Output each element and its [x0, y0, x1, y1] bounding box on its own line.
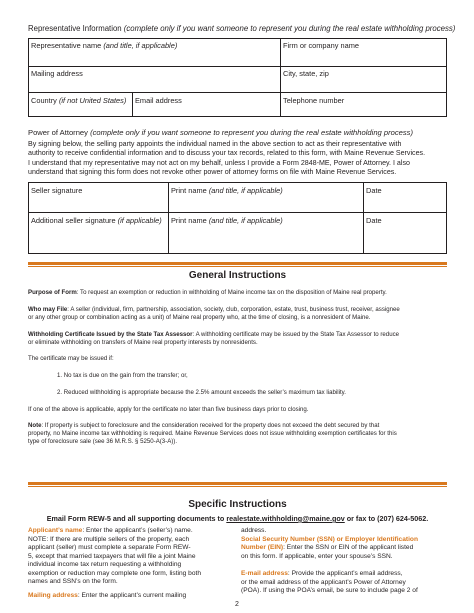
email-address-field[interactable]: Email address — [135, 96, 182, 105]
section-divider-2 — [28, 482, 447, 485]
section-divider — [28, 262, 447, 265]
withholding-certificate: Withholding Certificate Issued by the State Tax Assessor: A withholding certificate may be issued by the State Tax Assessor to reduce or eliminate withholding on transfers of Maine real property interests by nonresidents. — [28, 331, 400, 347]
email-instructions: Email Form REW-5 and all supporting documents to realestate.withholding@maine.gov or fax to (207) 624-5062. — [46, 514, 429, 523]
ssn-ein-instruction: address. Social Security Number (SSN) or Employer Identification Number (EIN): Enter the SSN or EIN of the applicant listed on this form. If applicable, enter your spouse’s SSN. — [241, 527, 418, 560]
firm-name-field[interactable]: Firm or company name — [283, 41, 359, 50]
print-name-field[interactable]: Print name (and title, if applicable) — [171, 186, 283, 195]
mailing-address-instruction: Mailing address: Enter the applicant’s current mailing — [28, 592, 187, 599]
seller-signature-field[interactable]: Seller signature — [31, 186, 83, 195]
country-field[interactable]: Country (if not United States) — [31, 96, 127, 105]
section-divider-2-thin — [28, 486, 447, 487]
who-may-file: Who may File: A seller (individual, firm, partnership, association, society, club, corporation, estate, trust, business trust, receiver, assignee or any other group or combination acting as a unit) of Maine real property who, at the time of closing, is a nonresident of Maine. — [28, 306, 400, 322]
additional-date-field[interactable]: Date — [366, 216, 382, 225]
condition-item-1: 1. No tax is due on the gain from the transfer; or, — [57, 372, 188, 379]
rep-heading: Representative Information (complete only if you want someone to represent you during the real estate withholding process) — [28, 24, 456, 33]
telephone-field[interactable]: Telephone number — [283, 96, 345, 105]
date-field[interactable]: Date — [366, 186, 382, 195]
email-link[interactable]: realestate.withholding@maine.gov — [226, 514, 345, 523]
mailing-address-field[interactable]: Mailing address — [31, 69, 83, 78]
representative-name-field[interactable]: Representative name (and title, if applicable) — [31, 41, 178, 50]
page-number: 2 — [235, 601, 239, 608]
additional-print-name-field[interactable]: Print name (and title, if applicable) — [171, 216, 283, 225]
condition-item-2: 2. Reduced withholding is appropriate because the 2.5% amount exceeds the seller’s maximum tax liability. — [57, 389, 346, 396]
general-instructions-title: General Instructions — [188, 270, 287, 281]
applicant-name-instruction: Applicant’s name: Enter the applicant’s (seller’s) name. NOTE: If there are multiple sellers of the property, each applicant (seller) must complete a separate Form REW- 5, except that married taxpayers that will file a joint Maine individual income tax return requesting a withholding exemption or reduction may complete one form, listing both names and SSN’s on the form. — [28, 527, 201, 585]
additional-seller-signature-field[interactable]: Additional seller signature (if applicable) — [31, 216, 162, 225]
poa-statement: By signing below, the selling party appoints the individual named in the above section to act as their representative with authority to receive confidential information and to discuss your tax records, related to this form, with Maine Revenue Services. I understand that my representative may not act on my behalf, unless I provide a Form 2848-ME, Power of Attorney. I also understand that signing this form does not revoke other power of attorney forms on file with Maine Revenue Services. — [28, 140, 426, 177]
city-state-zip-field[interactable]: City, state, zip — [283, 69, 329, 78]
certificate-may-be-issued: The certificate may be issued if: — [28, 355, 114, 362]
poa-heading: Power of Attorney (complete only if you want someone to represent you during the real estate withholding process) — [28, 128, 413, 137]
section-divider-thin — [28, 266, 447, 267]
foreclosure-note: Note: If property is subject to foreclosure and the consideration received for the property does not exceed the debt secured by that property, no Maine income tax withholding is required. Maine Revenue Services does not issue withholding exemption certificates for this type of foreclosure sale (see 36 M.R.S. § 5250-A(3-A)). — [28, 422, 397, 446]
specific-instructions-title: Specific Instructions — [188, 499, 287, 510]
apply-deadline: If one of the above is applicable, apply for the certificate no later than five business days prior to closing. — [28, 406, 309, 413]
purpose-of-form: Purpose of Form: To request an exemption or reduction in withholding of Maine income tax on the disposition of Maine real property. — [28, 289, 387, 296]
email-address-instruction: E-mail address: Provide the applicant’s email address, or the email address of the applicant’s Power of Attorney (POA). If using the POA’s email, be sure to include page 2 of — [241, 570, 418, 594]
